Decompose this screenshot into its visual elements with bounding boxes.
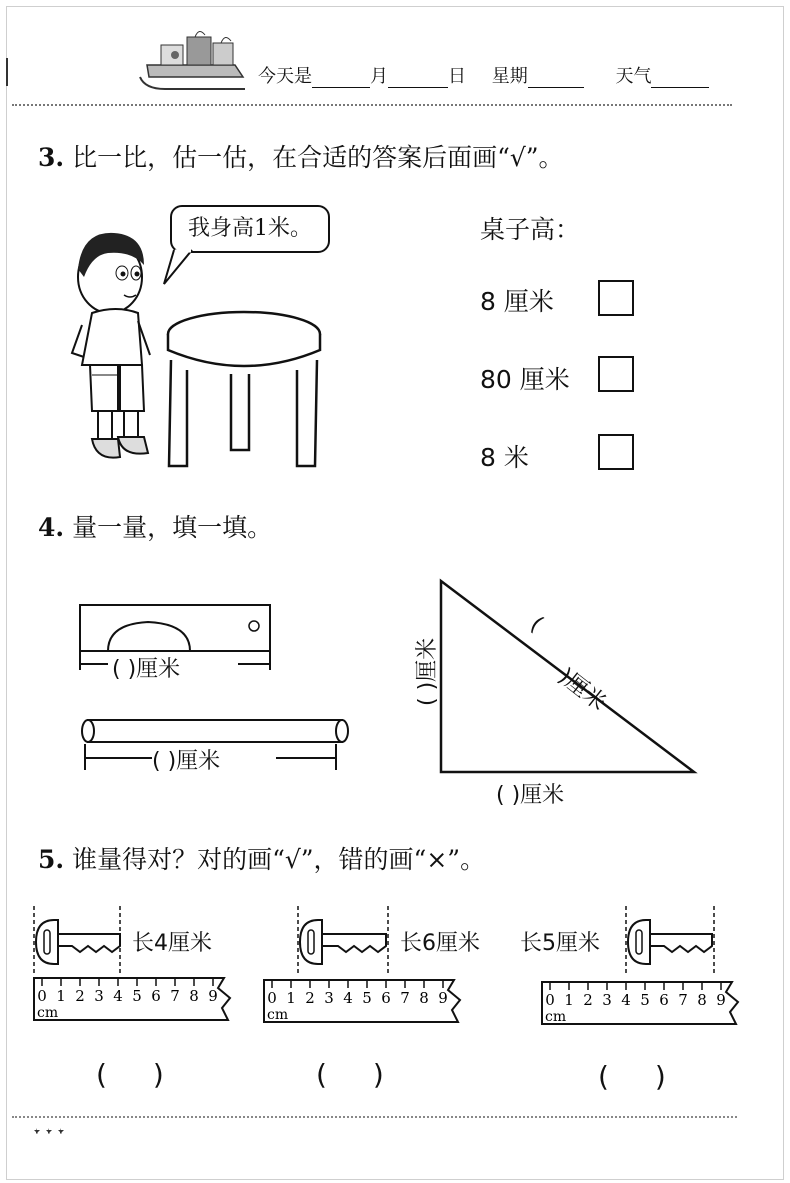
day-label: 日: [448, 66, 466, 87]
sleigh-gifts-illustration: [135, 25, 255, 95]
weekday-blank[interactable]: [528, 69, 584, 88]
ruler-2-digit-0: 0: [267, 989, 277, 1007]
q4-title: [38, 508, 272, 544]
ruler-3-digit-6: 6: [659, 991, 669, 1009]
ruler-2-digit-8: 8: [419, 989, 429, 1007]
speech-tail: [160, 250, 200, 290]
ruler-2-digit-7: 7: [400, 989, 410, 1007]
ruler-1: [32, 976, 237, 1024]
ruler-2-digit-4: 4: [343, 989, 353, 1007]
ruler-2: [262, 978, 467, 1026]
month-label: 月: [370, 66, 388, 87]
weekday-label: 星期: [491, 66, 528, 87]
ruler-3-digit-2: 2: [583, 991, 593, 1009]
ruler-1-digit-5: 5: [132, 987, 142, 1005]
ruler-2-digit-6: 6: [381, 989, 391, 1007]
q3-prompt: 比一比，估一估，在合适的答案后面画“√”。: [72, 143, 564, 172]
ruler-3-digit-5: 5: [640, 991, 650, 1009]
key-2-answer-paren[interactable]: (): [316, 1058, 430, 1091]
q3-title: [38, 138, 564, 174]
triangle-left-label[interactable]: ( )厘米: [415, 637, 440, 706]
q4-prompt: 量一量，填一填。: [72, 513, 273, 542]
q5-title: [38, 840, 485, 876]
ruler-3-digit-0: 0: [545, 991, 555, 1009]
ruler-1-digit-9: 9: [208, 987, 218, 1005]
key-1-answer-paren[interactable]: (): [96, 1058, 210, 1091]
q4-number: 4.: [38, 513, 65, 542]
stool-illustration: [165, 310, 325, 470]
ruler-2-unit: cm: [267, 1007, 289, 1023]
key-2-length-label: 长6厘米: [400, 931, 480, 956]
ruler-1-digit-0: 0: [37, 987, 47, 1005]
option-8m-label: 8 米: [480, 443, 529, 472]
ruler-1-unit: cm: [37, 1005, 59, 1021]
ruler-measure-label[interactable]: ( )厘米: [112, 657, 181, 682]
option-80cm-checkbox[interactable]: [598, 356, 634, 392]
speech-bubble: 我身高1米。: [170, 205, 330, 253]
ruler-2-digit-2: 2: [305, 989, 315, 1007]
header-divider: [12, 104, 732, 106]
triangle-hyp-paren[interactable]: (: [525, 612, 548, 637]
month-blank[interactable]: [312, 69, 370, 88]
ruler-1-digit-7: 7: [170, 987, 180, 1005]
ruler-3-digit-1: 1: [564, 991, 574, 1009]
option-8m-checkbox[interactable]: [598, 434, 634, 470]
key-1-length-label: 长4厘米: [132, 931, 212, 956]
ruler-2-digit-1: 1: [286, 989, 296, 1007]
weather-blank[interactable]: [651, 69, 709, 88]
weather-label: 天气: [615, 66, 652, 87]
ruler-3-digit-3: 3: [602, 991, 612, 1009]
ruler-2-digit-5: 5: [362, 989, 372, 1007]
ruler-1-digit-4: 4: [113, 987, 123, 1005]
ruler-3-digit-4: 4: [621, 991, 631, 1009]
option-80cm-label: 80 厘米: [480, 365, 570, 394]
q3-number: 3.: [38, 143, 65, 172]
ruler-3-digit-9: 9: [716, 991, 726, 1009]
key-3-answer-paren[interactable]: (): [598, 1060, 712, 1093]
option-8cm-checkbox[interactable]: [598, 280, 634, 316]
boy-illustration: [62, 225, 162, 470]
ruler-1-digit-6: 6: [151, 987, 161, 1005]
ruler-3-digit-8: 8: [697, 991, 707, 1009]
ruler-2-digit-9: 9: [438, 989, 448, 1007]
table-height-question: 桌子高：: [480, 215, 581, 244]
triangle-hyp-label[interactable]: )厘米: [553, 663, 611, 717]
triangle-bottom-label[interactable]: ( )厘米: [496, 783, 565, 808]
ruler-1-digit-1: 1: [56, 987, 66, 1005]
ruler-3: [540, 980, 745, 1028]
header-date-line: [258, 62, 709, 88]
q5-prompt: 谁量得对？对的画“√”，错的画“×”。: [72, 845, 486, 874]
ruler-1-digit-8: 8: [189, 987, 199, 1005]
ruler-1-digit-2: 2: [75, 987, 85, 1005]
footer-divider: [12, 1116, 737, 1118]
footer-stars-icon: [32, 1126, 72, 1136]
ruler-2-digit-3: 3: [324, 989, 334, 1007]
key-3-length-label: 长5厘米: [520, 931, 600, 956]
rod-measure-label[interactable]: ( )厘米: [152, 749, 221, 774]
ruler-1-digit-3: 3: [94, 987, 104, 1005]
key-3-illustration: [624, 906, 719, 978]
option-8cm-label: 8 厘米: [480, 287, 554, 316]
left-edge-mark: [6, 58, 12, 86]
ruler-3-digit-7: 7: [678, 991, 688, 1009]
today-label: 今天是: [258, 66, 312, 87]
q5-number: 5.: [38, 845, 65, 874]
day-blank[interactable]: [388, 69, 448, 88]
key-2-illustration: [296, 906, 391, 978]
ruler-3-unit: cm: [545, 1009, 567, 1025]
key-1-illustration: [32, 906, 127, 978]
